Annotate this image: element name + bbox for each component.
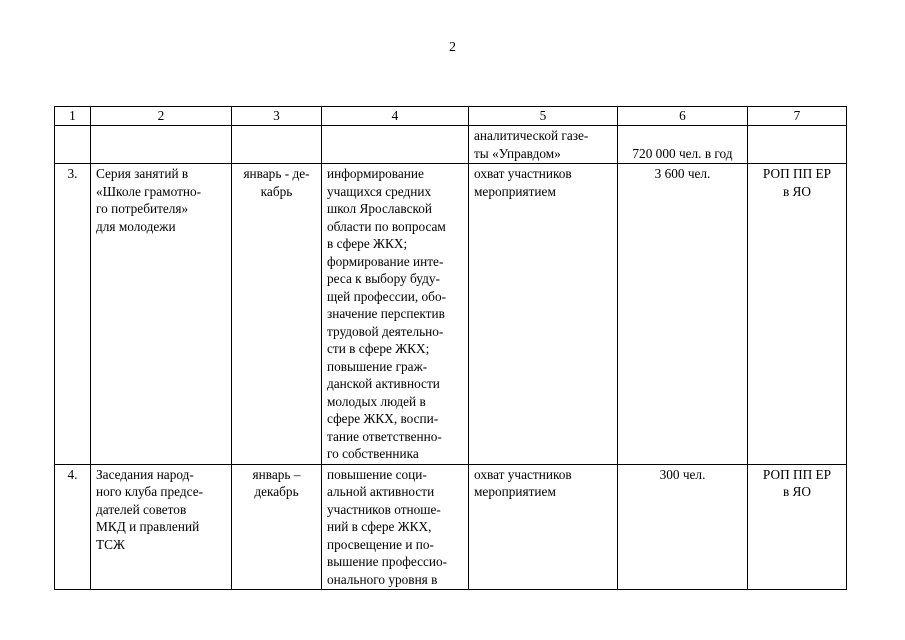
row-number: 4.	[55, 464, 91, 590]
event-goals	[322, 126, 469, 164]
row-number	[55, 126, 91, 164]
column-number: 4	[322, 107, 469, 126]
event-indicator: охват участников мероприятием	[469, 164, 618, 465]
event-value-text: 720 000 чел. в год	[632, 145, 733, 161]
event-value: 300 чел.	[618, 464, 748, 590]
event-goals: повышение соци- альной активности участников отноше- ний в сфере ЖКХ, просвещение и по- вышение профессио- онального уровня в	[322, 464, 469, 590]
column-number: 3	[232, 107, 322, 126]
column-number: 7	[748, 107, 847, 126]
table-row	[55, 464, 847, 590]
event-responsible: РОП ПП ЕР в ЯО	[748, 464, 847, 590]
column-number: 2	[91, 107, 232, 126]
table-row	[55, 126, 847, 164]
column-number: 5	[469, 107, 618, 126]
event-value	[618, 126, 748, 164]
events-table	[54, 106, 847, 590]
table-row	[55, 164, 847, 465]
event-responsible: РОП ПП ЕР в ЯО	[748, 164, 847, 465]
row-number: 3.	[55, 164, 91, 465]
column-number: 6	[618, 107, 748, 126]
event-name: Заседания народ- ного клуба предсе- дателей советов МКД и правлений ТСЖ	[91, 464, 232, 590]
event-name: Серия занятий в «Школе грамотно- го потребителя» для молодежи	[91, 164, 232, 465]
event-responsible	[748, 126, 847, 164]
event-period	[232, 126, 322, 164]
event-name	[91, 126, 232, 164]
column-number: 1	[55, 107, 91, 126]
page-number: 2	[449, 40, 456, 55]
event-period: январь - де- кабрь	[232, 164, 322, 465]
event-indicator: аналитической газе- ты «Управдом»	[469, 126, 618, 164]
event-period: январь – декабрь	[232, 464, 322, 590]
column-number-row	[55, 107, 847, 126]
event-goals: информирование учащихся средних школ Ярославской области по вопросам в сфере ЖКХ; формирование инте- реса к выбору буду- щей профессии, обо- значение перспектив трудовой деятельно- сти в сфере ЖКХ; повышение граж- данской активности молодых людей в сфере ЖКХ, воспи- тание ответственно- го собственника	[322, 164, 469, 465]
event-indicator: охват участников мероприятием	[469, 464, 618, 590]
event-value: 3 600 чел.	[618, 164, 748, 465]
